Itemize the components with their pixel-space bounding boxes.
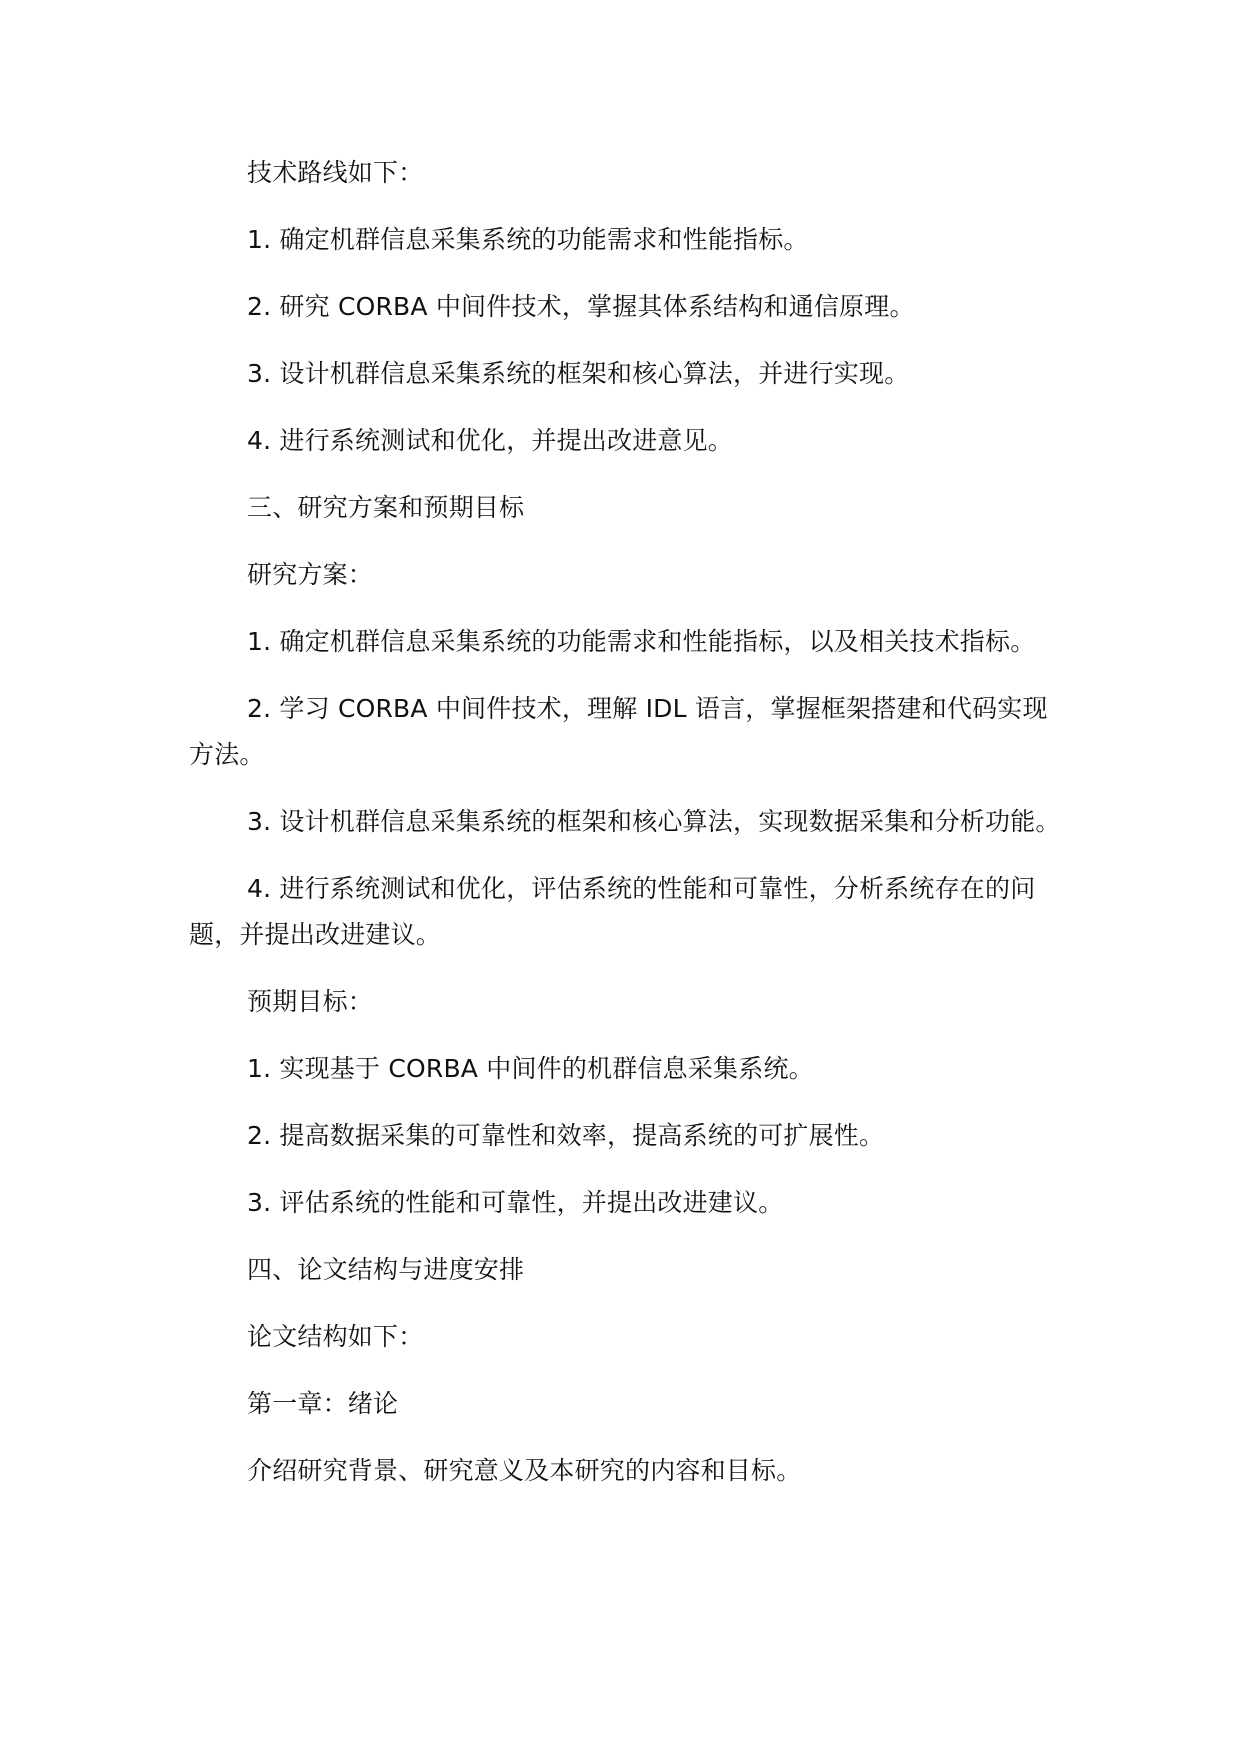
section-heading-thesis-structure: 四、论文结构与进度安排 bbox=[247, 1255, 525, 1284]
paragraph-research-plan-heading: 研究方案： bbox=[247, 560, 374, 589]
paragraph-research-plan-2: 2. 学习 CORBA 中间件技术，理解 IDL 语言，掌握框架搭建和代码实现方法。 bbox=[189, 694, 1048, 769]
paragraph-thesis-structure-heading: 论文结构如下： bbox=[247, 1322, 424, 1351]
paragraph-chapter-1-title: 第一章：绪论 bbox=[247, 1389, 399, 1418]
paragraph-expected-goal-3: 3. 评估系统的性能和可靠性，并提出改进建议。 bbox=[247, 1188, 784, 1217]
paragraph-tech-route-1: 1. 确定机群信息采集系统的功能需求和性能指标。 bbox=[247, 225, 809, 254]
paragraph-research-plan-1: 1. 确定机群信息采集系统的功能需求和性能指标，以及相关技术指标。 bbox=[247, 627, 1036, 656]
section-heading-research-plan: 三、研究方案和预期目标 bbox=[247, 493, 525, 522]
paragraph-chapter-1-description: 介绍研究背景、研究意义及本研究的内容和目标。 bbox=[247, 1456, 802, 1485]
paragraph-research-plan-3: 3. 设计机群信息采集系统的框架和核心算法，实现数据采集和分析功能。 bbox=[247, 807, 1061, 836]
paragraph-expected-goal-2: 2. 提高数据采集的可靠性和效率，提高系统的可扩展性。 bbox=[247, 1121, 885, 1150]
paragraph-research-plan-4: 4. 进行系统测试和优化，评估系统的性能和可靠性，分析系统存在的问题，并提出改进建议。 bbox=[189, 874, 1036, 949]
paragraph-expected-goals-heading: 预期目标： bbox=[247, 987, 374, 1016]
paragraph-tech-route-2: 2. 研究 CORBA 中间件技术，掌握其体系结构和通信原理。 bbox=[247, 292, 915, 321]
document-body bbox=[189, 150, 1069, 1515]
paragraph-tech-route-heading: 技术路线如下： bbox=[247, 158, 424, 187]
paragraph-tech-route-4: 4. 进行系统测试和优化，并提出改进意见。 bbox=[247, 426, 734, 455]
paragraph-tech-route-3: 3. 设计机群信息采集系统的框架和核心算法，并进行实现。 bbox=[247, 359, 910, 388]
paragraph-expected-goal-1: 1. 实现基于 CORBA 中间件的机群信息采集系统。 bbox=[247, 1054, 814, 1083]
